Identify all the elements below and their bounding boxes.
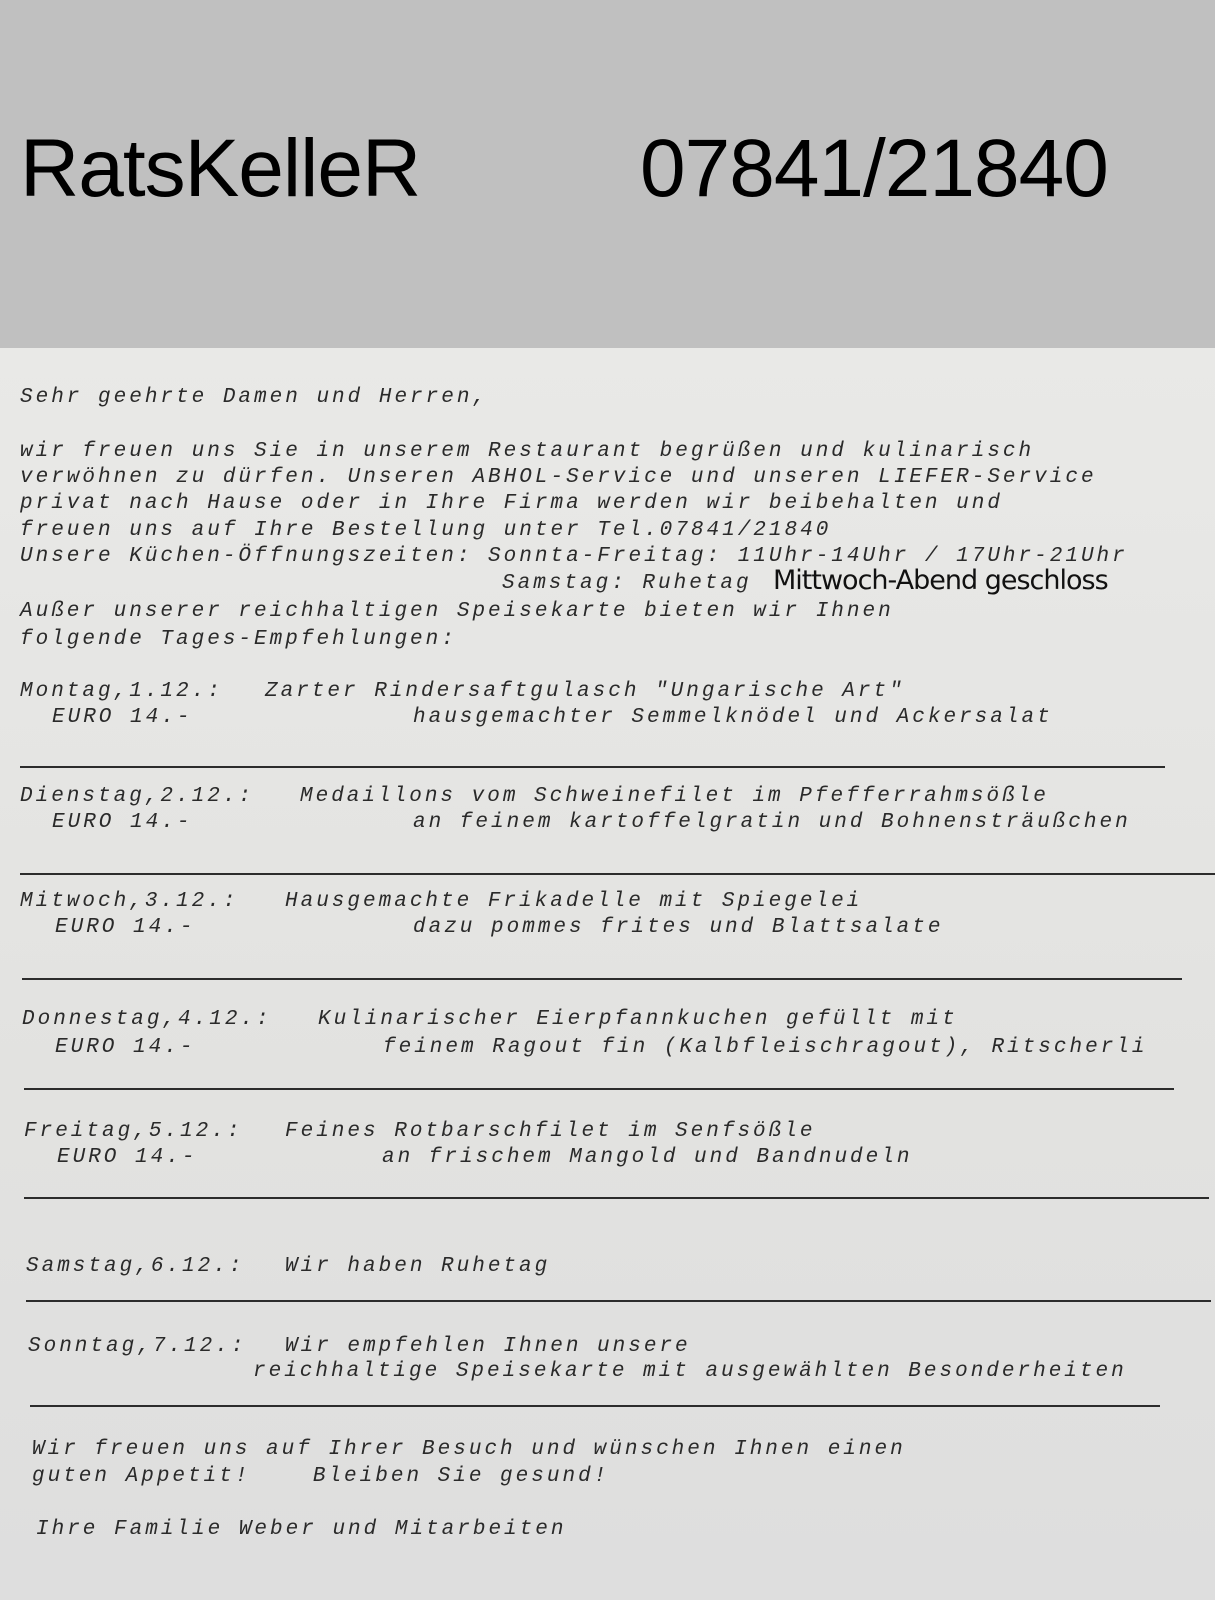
closing-line: guten Appetit! Bleiben Sie gesund! [32,1465,610,1488]
day-label: Freitag,5.12.: [24,1120,243,1143]
divider [24,1088,1174,1090]
price: EURO 14.- [55,916,196,939]
dish-name: Hausgemachte Frikadelle mit Spiegelei [285,890,863,913]
saturday-closed: Samstag: Ruhetag [502,572,752,595]
intro-line: freuen uns auf Ihre Bestellung unter Tel.07841/21840 [20,519,832,542]
dish-name: Feines Rotbarschfilet im Senfsößle [285,1120,816,1143]
dish-side: an feinem kartoffelgratin und Bohnensträußchen [413,811,1131,834]
dish-name: Zarter Rindersaftgulasch "Ungarische Art" [265,680,905,703]
day-label: Dienstag,2.12.: [20,785,255,808]
dish-side: an frischem Mangold und Bandnudeln [382,1146,913,1169]
dish-side: hausgemachter Semmelknödel und Ackersalat [413,706,1053,729]
dish-side: dazu pommes frites und Blattsalate [413,916,944,939]
intro-line: wir freuen uns Sie in unserem Restaurant begrüßen und kulinarisch [20,440,1035,463]
phone-number: 07841/21840 [640,123,1108,214]
day-label: Montag,1.12.: [20,680,223,703]
greeting: Sehr geehrte Damen und Herren, [20,386,489,409]
opening-hours: Unsere Küchen-Öffnungszeiten: Sonnta-Freitag: 11Uhr-14Uhr / 17Uhr-21Uhr [20,545,1128,568]
price: EURO 14.- [55,1036,196,1059]
divider [20,873,1215,875]
price: EURO 14.- [57,1146,198,1169]
divider [20,766,1165,768]
dish-name: Wir empfehlen Ihnen unsere [285,1335,691,1358]
day-label: Samstag,6.12.: [26,1255,245,1278]
restaurant-name: RatsKelleR [20,123,421,214]
dish-side: feinem Ragout fin (Kalbfleischragout), Ritscherli [383,1036,1148,1059]
intro-line: verwöhnen zu dürfen. Unseren ABHOL-Service und unseren LIEFER-Service [20,466,1097,489]
header-banner [0,0,1215,348]
divider [30,1405,1160,1407]
divider [24,1197,1209,1199]
price: EURO 14.- [52,811,193,834]
closing-line: Wir freuen uns auf Ihrer Besuch und wünschen Ihnen einen [32,1438,906,1461]
dish-name: Medaillons vom Schweinefilet im Pfefferrahmsößle [300,785,1049,808]
day-label: Mitwoch,3.12.: [20,890,239,913]
price: EURO 14.- [52,706,193,729]
day-label: Donnestag,4.12.: [22,1008,272,1031]
intro-line: folgende Tages-Empfehlungen: [20,628,457,651]
day-label: Sonntag,7.12.: [28,1335,247,1358]
intro-line: Außer unserer reichhaltigen Speisekarte bieten wir Ihnen [20,600,894,623]
dish-side: reichhaltige Speisekarte mit ausgewählten Besonderheiten [253,1360,1127,1383]
intro-line: privat nach Hause oder in Ihre Firma werden wir beibehalten und [20,492,1003,515]
divider [22,978,1182,980]
dish-name: Wir haben Ruhetag [285,1255,551,1278]
dish-name: Kulinarischer Eierpfannkuchen gefüllt mit [318,1008,958,1031]
divider [26,1300,1211,1302]
signature: Ihre Familie Weber und Mitarbeiten [36,1518,567,1541]
handwritten-note: Mittwoch-Abend geschloss [773,565,1108,596]
